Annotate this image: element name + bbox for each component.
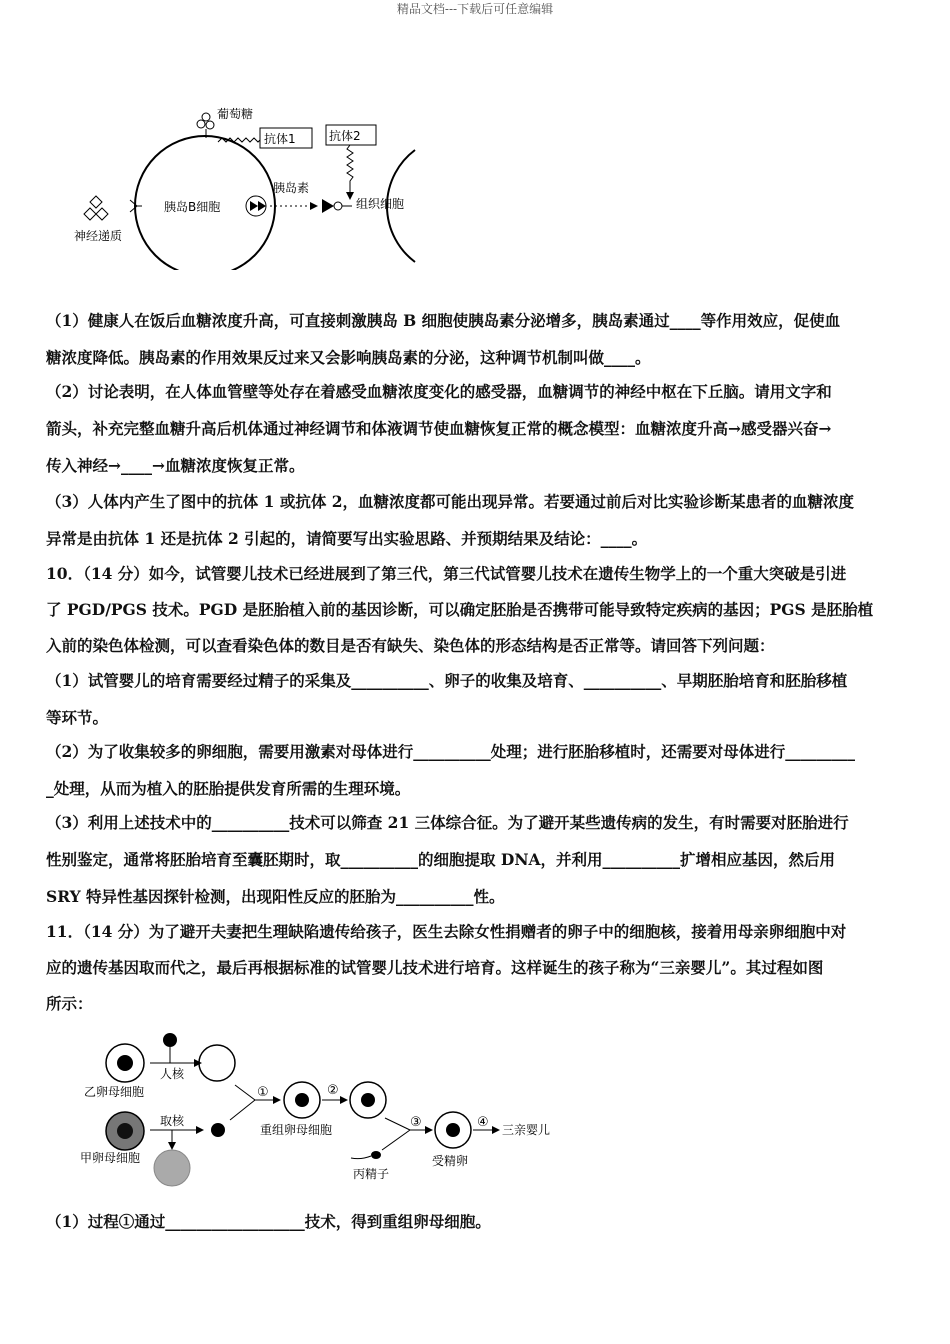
step2-label: ② <box>327 1083 339 1098</box>
q11-intro-line1: 11．（14 分）为了避开夫妻把生理缺陷遗传给孩子，医生去除女性捐赠者的卵子中的细胞核，接着用母亲卵细胞中对 <box>46 922 847 941</box>
q10-3-line2: 性别鉴定，通常将胚胎培育至囊胚期时，取__________的细胞提取 DNA，并利用__________扩增相应基因，然后用 <box>46 850 836 869</box>
arrow-a-down-head <box>168 1142 176 1150</box>
enucleated-egg <box>199 1045 235 1081</box>
q10-3-line1: （3）利用上述技术中的__________技术可以筛查 21 三体综合征。为了避开某些遗传病的发生，有时需要对胚胎进行 <box>46 813 849 832</box>
glucose-icon <box>197 113 214 138</box>
arrow-b-to-empty-head <box>194 1059 202 1067</box>
zygote-nucleus <box>446 1123 460 1137</box>
tissue-cell-label: 组织细胞 <box>356 197 405 211</box>
step4-label: ④ <box>477 1115 489 1130</box>
removed-nucleus <box>211 1123 225 1137</box>
antibody2-arrowhead <box>346 192 354 200</box>
enucleated-egg-a <box>154 1150 190 1186</box>
remove-nucleus-label: 取核 <box>160 1114 185 1128</box>
baby-label: 三亲婴儿 <box>502 1123 550 1137</box>
q11-intro-line2: 应的遗传基因取而代之，最后再根据标准的试管婴儿技术进行培育。这样诞生的孩子称为“三亲婴儿”。其过程如图 <box>46 958 824 977</box>
insert-nucleus-label: 人核 <box>160 1067 185 1081</box>
b-cell-label: 胰岛B细胞 <box>164 200 221 214</box>
glucose-label: 葡萄糖 <box>217 107 254 121</box>
q9-3-line1: （3）人体内产生了图中的抗体 1 或抗体 2，血糖浓度都可能出现异常。若要通过前后对比实验诊断某患者的血糖浓度 <box>46 492 855 511</box>
merge-line-bottom <box>230 1100 255 1120</box>
egg-b-nucleus <box>117 1055 133 1071</box>
step3-label: ③ <box>410 1115 422 1130</box>
page-header: 精品文档---下载后可任意编辑 <box>396 2 554 16</box>
mature-egg-nucleus <box>361 1093 375 1107</box>
step1-label: ① <box>257 1085 269 1100</box>
fert-line-top <box>385 1118 410 1130</box>
insulin-arrowhead <box>310 202 318 210</box>
reconstructed-label: 重组卵母细胞 <box>260 1123 333 1137</box>
q10-1-line2: 等环节。 <box>46 708 109 727</box>
q9-1-line2: 糖浓度降低。胰岛素的作用效果反过来又会影响胰岛素的分泌，这种调节机制叫做____。 <box>46 348 651 367</box>
q9-2-line1: （2）讨论表明，在人体血管壁等处存在着感受血糖浓度变化的感受器，血糖调节的神经中枢在下丘脑。请用文字和 <box>46 382 832 401</box>
q10-1-line1: （1）试管婴儿的培育需要经过精子的采集及__________、卵子的收集及培育、__________、早期胚胎培育和胚胎移植 <box>46 671 848 690</box>
antibody2-label: 抗体2 <box>329 129 361 143</box>
insulin-label: 胰岛素 <box>273 181 310 195</box>
arrow-to-baby-head <box>492 1126 500 1134</box>
egg-a-label: 甲卵母细胞 <box>80 1151 141 1165</box>
zygote-label: 受精卵 <box>432 1154 469 1168</box>
arrow-to-reconstructed-head <box>273 1096 281 1104</box>
antibody2-zigzag <box>347 145 353 195</box>
q10-intro-line2: 了 PGD/PGS 技术。PGD 是胚胎植入前的基因诊断，可以确定胚胎是否携带可能导致特定疾病的基因；PGS 是胚胎植 <box>46 600 874 619</box>
arrow-to-mature-head <box>340 1096 348 1104</box>
q11-intro-line3: 所示： <box>46 994 93 1013</box>
sperm-label: 丙精子 <box>353 1167 390 1181</box>
neurotransmitter-icon <box>84 196 108 220</box>
fert-line-bottom <box>382 1130 410 1150</box>
sperm-tail <box>351 1156 371 1159</box>
sperm-icon <box>371 1151 381 1159</box>
egg-a-nucleus <box>117 1123 133 1139</box>
neurotransmitter-label: 神经递质 <box>74 229 123 243</box>
three-parent-baby-figure <box>70 1030 550 1190</box>
insulin-regulation-figure <box>60 100 430 270</box>
merge-line-top <box>235 1085 255 1100</box>
q10-3-line3: SRY 特异性基因探针检测，出现阳性反应的胚胎为__________性。 <box>46 887 505 906</box>
q11-1-line: （1）过程①通过__________________技术，得到重组卵母细胞。 <box>46 1212 491 1231</box>
q9-2-line3: 传入神经→____→血糖浓度恢复正常。 <box>46 456 305 475</box>
insulin-vesicle-icon <box>246 196 266 216</box>
egg-b-label: 乙卵母细胞 <box>84 1085 145 1099</box>
q10-intro-line3: 入前的染色体检测，可以查看染色体的数目是否有缺失、染色体的形态结构是否正常等。请回答下列问题： <box>46 636 775 655</box>
inserted-nucleus <box>163 1033 177 1047</box>
arrow-a-right-head <box>196 1126 204 1134</box>
antibody1-label: 抗体1 <box>264 132 296 146</box>
insulin-receptor-icon <box>322 199 352 213</box>
q9-3-line2: 异常是由抗体 1 还是抗体 2 引起的，请简要写出实验思路、并预期结果及结论：____。 <box>46 529 648 548</box>
arrow-to-zygote-head <box>425 1126 433 1134</box>
reconstructed-nucleus <box>295 1093 309 1107</box>
q9-1-line1: （1）健康人在饭后血糖浓度升高，可直接刺激胰岛 B 细胞使胰岛素分泌增多，胰岛素通过____等作用效应，促使血 <box>46 311 841 330</box>
q10-2-line1: （2）为了收集较多的卵细胞，需要用激素对母体进行__________处理；进行胚胎移植时，还需要对母体进行_________ <box>46 742 856 761</box>
q10-2-line2: _处理，从而为植入的胚胎提供发育所需的生理环境。 <box>46 779 411 798</box>
q9-2-line2: 箭头，补充完整血糖升高后机体通过神经调节和体液调节使血糖恢复正常的概念模型：血糖浓度升高→感受器兴奋→ <box>46 419 832 438</box>
q10-intro-line1: 10．（14 分）如今，试管婴儿技术已经进展到了第三代，第三代试管婴儿技术在遗传生物学上的一个重大突破是引进 <box>46 564 847 583</box>
